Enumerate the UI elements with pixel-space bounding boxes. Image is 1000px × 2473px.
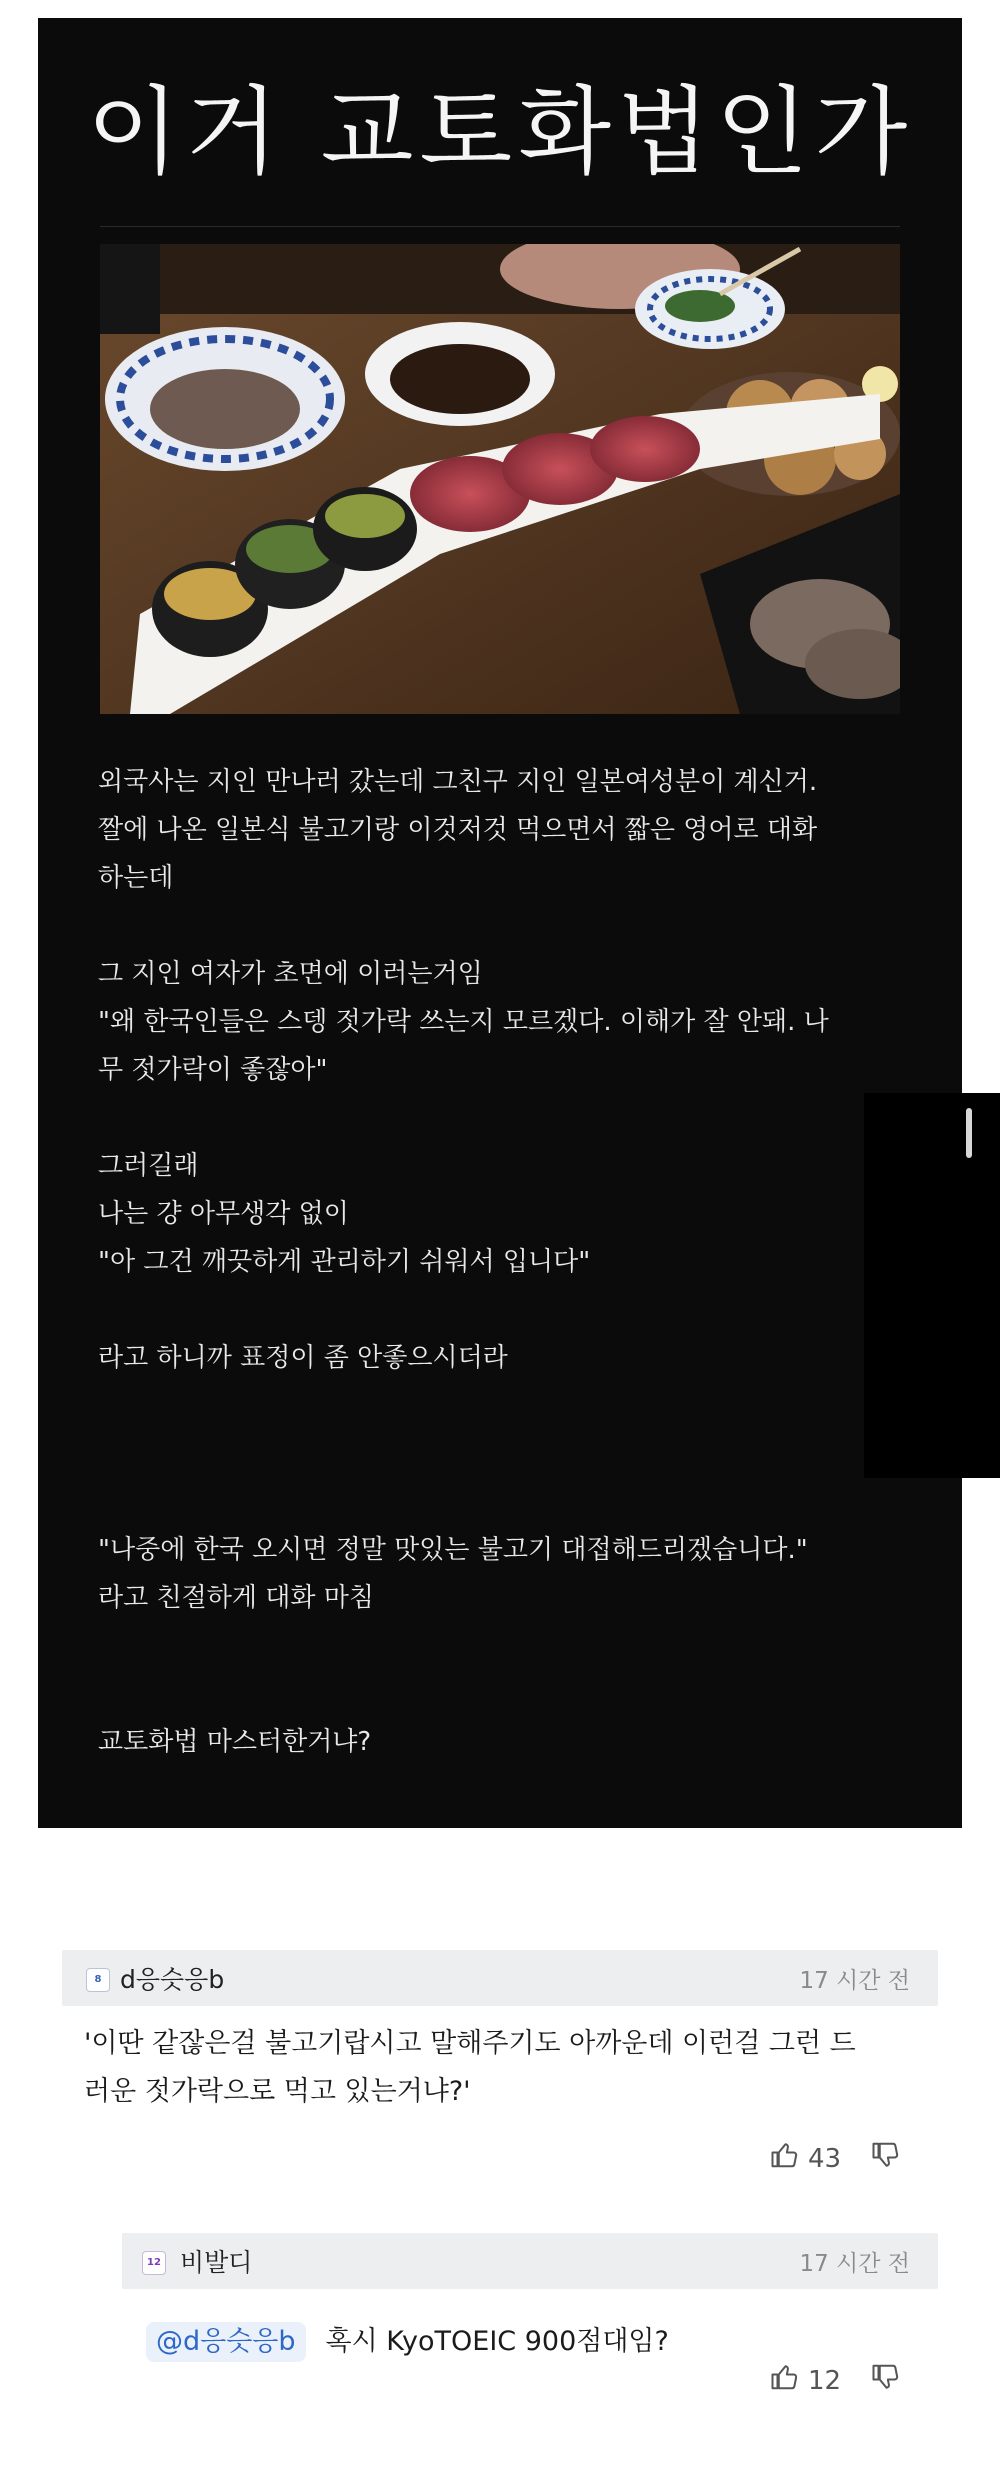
redaction-box (864, 1093, 1000, 1478)
reply-votes (770, 2362, 901, 2399)
post-paragraph: 그러길래 나는 걍 아무생각 없이 "아 그건 깨끗하게 관리하기 쉬워서 입니다" (98, 1151, 591, 1277)
reply-header (122, 2233, 938, 2289)
comment-votes (770, 2140, 901, 2177)
reply-text (146, 2318, 936, 2366)
post-paragraph: 교토화법 마스터한거냐? (98, 1727, 372, 1757)
food-photo (100, 244, 900, 714)
post-paragraph: 그 지인 여자가 초면에 이러는거임 "왜 한국인들은 스뎅 젓가락 쓰는지 모르겠다. 이해가 잘 안돼. 나 무 젓가락이 좋잖아" (98, 959, 829, 1085)
comment-time: 17 시간 전 (799, 1968, 910, 1994)
comment-text: '이딴 같잖은걸 불고기랍시고 말해주기도 아까운데 이런걸 그런 드 러운 젓가락으로 먹고 있는거냐?' (84, 2028, 856, 2107)
post-paragraph: "나중에 한국 오시면 정말 맛있는 불고기 대접해드리겠습니다." 라고 친절하게 대화 마침 (98, 1535, 808, 1613)
level-badge: 12 (142, 2251, 166, 2275)
post-title: 이거 교토화법인가 (86, 76, 914, 188)
thumbs-up-icon[interactable] (770, 2140, 800, 2177)
post-paragraph: 외국사는 지인 만나러 갔는데 그친구 지인 일본여성분이 계신거. 짤에 나온 일본식 불고기랑 이것저것 먹으면서 짧은 영어로 대화 하는데 (98, 767, 818, 893)
like-count: 12 (808, 2365, 842, 2396)
reply-nickname[interactable]: 비발디 (180, 2248, 253, 2277)
post-body (98, 758, 918, 1766)
post-card (38, 18, 962, 1828)
scrollbar-thumb[interactable] (966, 1108, 972, 1158)
mention-link[interactable]: @d응슷응b (146, 2322, 306, 2362)
thumbs-down-icon[interactable] (871, 2140, 901, 2177)
thumbs-up-icon[interactable] (770, 2362, 800, 2399)
comment-nickname[interactable]: d응슷응b (120, 1965, 225, 1994)
post-paragraph: 라고 하니까 표정이 좀 안좋으시더라 (98, 1343, 508, 1373)
reply-time: 17 시간 전 (799, 2251, 910, 2277)
title-divider (100, 226, 900, 227)
thumbs-down-icon[interactable] (871, 2362, 901, 2399)
comment-header (62, 1950, 938, 2006)
like-count: 43 (808, 2143, 842, 2174)
level-badge: 8 (86, 1968, 110, 1992)
reply-message: 혹시 KyoTOEIC 900점대임? (325, 2326, 669, 2357)
